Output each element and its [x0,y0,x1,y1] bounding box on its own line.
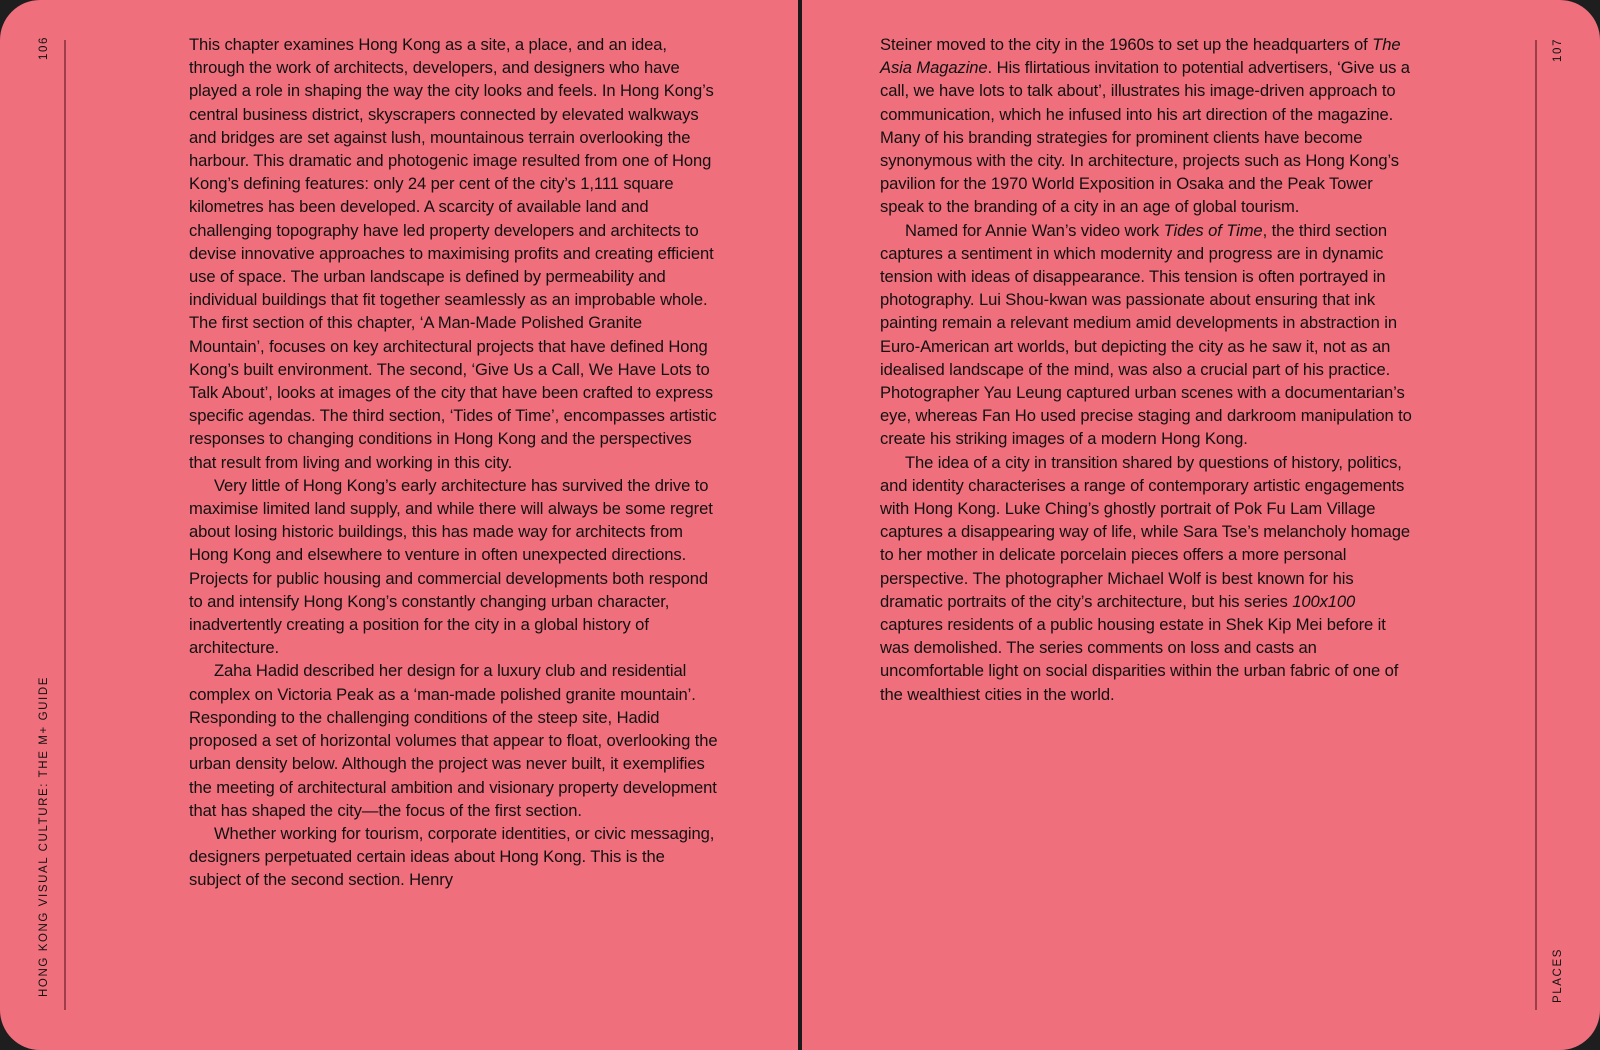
margin-rule [64,40,66,1010]
text-run: Steiner moved to the city in the 1960s to set up the headquarters of [880,35,1373,54]
text-run: captures residents of a public housing estate in Shek Kip Mei before it was demolished. The series comments on loss and casts an uncomfortable light on social disparities within the urban fabric of one of the wealthiest cities in the world. [880,615,1399,704]
book-spine [798,0,802,1050]
magazine-title: The Asia Magazine [880,35,1401,78]
paragraph [880,219,1415,451]
text-run: , the third section captures a sentiment in which modernity and progress are in dynamic tension with ideas of disappearance. This tension is often portrayed in photography. Lui Shou-kwan was passionate about ensuring that ink painting remain a relevant medium amid developments in abstraction in Euro-American art worlds, but depicting the city as he saw it, not as an idealised landscape of the mind, was also a crucial part of his practice. Photographer Yau Leung captured urban scenes with a documentarian’s eye, whereas Fan Ho used precise staging and darkroom manipulation to create his striking images of a modern Hong Kong. [880,220,1412,449]
paragraph: Whether working for tourism, corporate identities, or civic messaging, designers perpetuated certain ideas about Hong Kong. This is the subject of the second section. Henry [189,823,715,890]
running-head: PLACES [1552,948,1564,1003]
text-run: The idea of a city in transition shared by questions of history, politics, and identity characterises a range of contemporary artistic engagements with Hong Kong. Luke Ching’s ghostly portrait of Pok Fu Lam Village captures a disappearing way of life, while Sara Tse’s melancholy homage to her mother in delicate porcelain pieces offers a more personal perspective. The photographer Michael Wolf is best known for his dramatic portraits of the city’s architecture, but his series [880,452,1411,611]
paragraph: This chapter examines Hong Kong as a site, a place, and an idea, through the work of architects, developers, and designers who have played a role in shaping the way the city looks and feels. In Hong Kong’s central business district, skyscrapers connected by elevated walkways and bridges are set against lush, mountainous terrain overlooking the harbour. This dramatic and photogenic image resulted from one of Hong Kong’s defining features: only 24 per cent of the city’s 1,111 square kilometres has been developed. A scarcity of available land and challenging topography have led property developers and architects to devise innovative approaches to maximising profits and creating efficient use of space. The urban landscape is defined by permeability and individual buildings that fit together seamlessly as an improbable whole. The first section of this chapter, ‘A Man-Made Polished Granite Mountain’, focuses on key architectural projects that have defined Hong Kong’s built environment. The second, ‘Give Us a Call, We Have Lots to Talk About’, looks at images of the city that have been crafted to express specific agendas. The third section, ‘Tides of Time’, encompasses artistic responses to changing conditions in Hong Kong and the perspectives that result from living and working in this city. [189,35,717,472]
text-run: Named for Annie Wan’s video work [905,220,1164,240]
work-title: Tides of Time [1163,220,1263,240]
right-page [800,0,1600,1050]
body-text [189,33,719,892]
margin-rule [1535,40,1537,1010]
paragraph: Very little of Hong Kong’s early architecture has survived the drive to maximise limited land supply, and while there will always be some regret about losing historic buildings, this has made way for architects from Hong Kong and elsewhere to venture in often unexpected directions. Projects for public housing and commercial developments both respond to and intensify Hong Kong’s constantly changing urban character, inadvertently creating a position for the city in a global history of architecture. [189,475,713,658]
paragraph [880,451,1415,706]
running-head: HONG KONG VISUAL CULTURE: THE M+ GUIDE [38,676,50,997]
paragraph [880,33,1415,219]
page-number: 107 [1552,38,1564,62]
paragraph: Zaha Hadid described her design for a luxury club and residential complex on Victoria Peak as a ‘man-made polished granite mountain’. Responding to the challenging conditions of the steep site, Hadid proposed a set of horizontal volumes that appear to float, overlooking the urban density below. Although the project was never built, it exemplifies the meeting of architectural ambition and visionary property development that has shaped the city—the focus of the first section. [189,661,718,820]
page-number: 106 [38,36,50,60]
body-text [880,33,1415,706]
work-title: 100x100 [1292,591,1356,611]
text-run: . His flirtatious invitation to potential advertisers, ‘Give us a call, we have lots to talk about’, illustrates his image-driven approach to communication, which he infused into his art direction of the magazine. Many of his branding strategies for prominent clients have become synonymous with the city. In architecture, projects such as Hong Kong’s pavilion for the 1970 World Exposition in Osaka and the Peak Tower speak to the branding of a city in an age of global tourism. [880,58,1410,217]
